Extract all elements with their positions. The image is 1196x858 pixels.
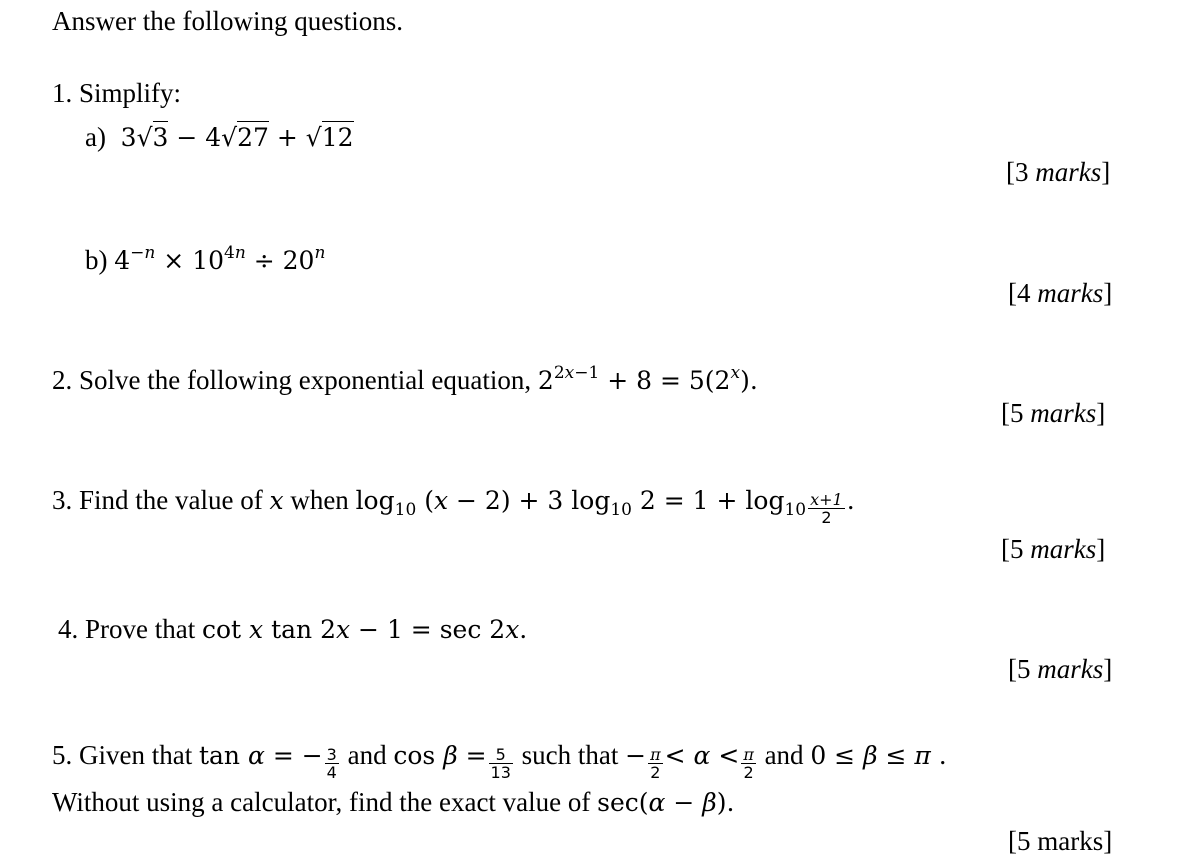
question-2-marks: [5 marks] (1001, 398, 1106, 428)
question-5-marks: [5 marks] (1008, 826, 1113, 856)
question-5-beta-range: 0 ≤ β ≤ π . (810, 741, 947, 770)
question-1a-expression: 3√3 − 4√27 + √12 (112, 123, 354, 152)
question-2-text: 2. Solve the following exponential equation, (52, 365, 532, 395)
question-3-text: 3. Find the value of (52, 485, 263, 515)
question-5-line-1: 5. Given that tan α = − $\frac{3}{4}$ and cos β = $\frac{5}{13}$ such that − $\frac{\pi}{2}$ < α < $\frac{\pi}{2}$ and 0 ≤ β ≤ π . (52, 740, 947, 782)
question-4-identity: cot x tan 2x − 1 = sec 2x. (201, 615, 528, 644)
question-5-text: 5. Given that (52, 740, 193, 770)
question-1-label: 1. Simplify: (52, 78, 182, 108)
question-3-equation: $\log_{10} (x - 2) + 3$ $\log_{10} 2 = 1 + \log_{10}$ $\frac{x+1}{2}$ . (355, 486, 855, 527)
question-4-text: 4. Prove that (58, 614, 196, 644)
question-2-equation: $2^{2x-1} + 8 = 5(2^x)$. (537, 363, 758, 395)
question-2 (52, 356, 758, 398)
question-5-instruction: Without using a calculator, find the exact value of (52, 787, 591, 817)
question-1a-marks: [3 marks] (1006, 157, 1111, 187)
question-3-variable: x (269, 486, 284, 515)
question-3-marks: [5 marks] (1001, 534, 1106, 564)
question-1a-label: a) (85, 122, 106, 152)
question-5-line-2 (52, 785, 734, 820)
question-3: 3. Find the value of x when $\log_{10} (x - 2) + 3$ $\log_{10} 2 = 1 + \log_{10}$ $\frac{x+1}{2}$ . (52, 485, 855, 527)
question-1-heading (52, 76, 181, 110)
question-5-tan-alpha: tan α = − $\frac{3}{4}$ (198, 741, 337, 782)
question-4-marks: [5 marks] (1008, 654, 1113, 684)
question-5-target: sec(α − β). (597, 788, 735, 817)
fraction-x-plus-1-over-2: $\frac{x+1}{2}$ (810, 490, 843, 527)
question-5-alpha-range: − $\frac{\pi}{2}$ < α < $\frac{\pi}{2}$ (625, 741, 754, 782)
question-5-cos-beta: cos β = $\frac{5}{13}$ (393, 741, 511, 782)
question-1b-label: b) (85, 245, 108, 275)
question-1b (85, 236, 325, 278)
question-1a (85, 120, 354, 155)
question-1b-marks: [4 marks] (1008, 278, 1113, 308)
instructions-text: Answer the following questions. (52, 6, 403, 36)
question-1b-expression: $4^{-n} \times 10^{4n} \div 20^n$ (114, 243, 326, 275)
question-4 (58, 612, 527, 647)
instructions (52, 4, 403, 38)
